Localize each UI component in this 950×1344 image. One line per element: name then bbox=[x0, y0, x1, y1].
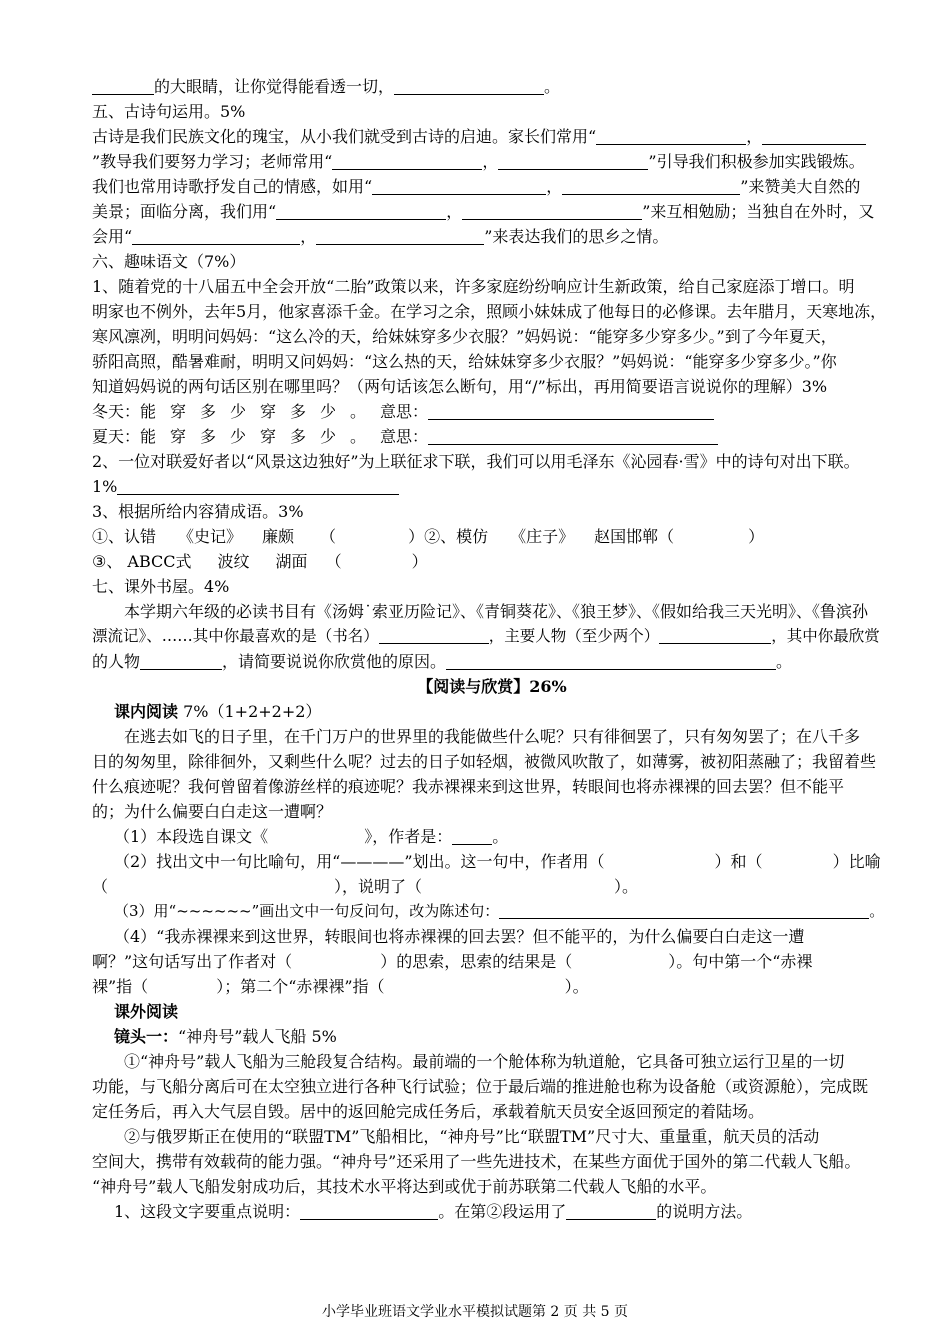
idiom-row-2: ③、 ABCC式 波纹 湖面 （ ） bbox=[92, 552, 428, 571]
answer-blank[interactable] bbox=[498, 151, 648, 170]
answer-blank[interactable] bbox=[372, 176, 546, 195]
answer-blank[interactable] bbox=[300, 1201, 438, 1220]
answer-blank[interactable] bbox=[117, 476, 399, 495]
answer-blank[interactable] bbox=[659, 625, 771, 644]
answer-blank[interactable] bbox=[562, 176, 740, 195]
answer-blank[interactable] bbox=[132, 226, 300, 245]
answer-blank[interactable] bbox=[566, 1201, 656, 1220]
winter-line: 冬天：能穿多少穿多少。意思： bbox=[92, 399, 892, 424]
section-title: 七、课外书屋。4% bbox=[92, 577, 230, 596]
reading-section: 【阅读与欣赏】26% 课内阅读 7%（1+2+2+2） 在逃去如飞的日子里，在千门万户的世界里的我能做些什么呢？只有徘徊罢了，只有匆匆罢了；在八千多 日的匆匆里，除徘徊外，又剩些什么呢？过去的日子如轻烟，被微风吹散了，如薄雾，被初阳蒸融了；我留着些 什么痕迹呢？我何曾留着像游丝样的痕迹呢？我赤裸裸来到这世界，转眼间也将赤裸裸的回去罢？但不能平 的；为什么偏要白白走这一遭啊？ （1）本段选自课文《 》，作者是： 。 （2）找出文中一句比喻句，用“————”划出。这一句中，作者用（ ）和（ ）比喻 （ ），说明了（ ）。 （3）用“~~~~~~”画出文中一句反问句，改为陈述句： 。 （4）“我赤裸裸来到这世界，转眼间也将赤裸裸的回去罢？但不能平的，为什么偏要白白走这一遭 啊？”这句话写出了作者对（ ）的思索，思索的结果是（ ）。句中第一个“赤裸 裸”指（ ）；第二个“赤裸裸”指（ ）。 课外阅读 镜头一：“神舟号”载人飞船 5% ①“神舟号”载人飞船为三舱段复合结构。最前端的一个舱体称为轨道舱，它具备可独立运行卫星的一切 功能，与飞船分离后可在太空独立进行各种飞行试验；位于最后端的推进舱也称为设备舱（或资源舱），完成既 定任务后，再入大气层自毁。居中的返回舱完成任务后，承载着航天员安全返回预定的着陆场。 ②与俄罗斯正在使用的“联盟TM”飞船相比，“神舟号”比“联盟TM”尺寸大、重量重，航天员的活动 空间大，携带有效载荷的能力强。“神舟号”还采用了一些先进技术，在某些方面优于国外的第二代载人飞船。 “神舟号”载人飞船发射成功后，其技术水平将达到或优于前苏联第二代载人飞船的水平。 1、这段文字要重点说明： 。在第②段运用了 的说明方法。 bbox=[92, 674, 892, 1224]
idiom-row-1: ①、认错 《史记》 廉颇 （ ）②、模仿 《庄子》 赵国邯郸（ ） bbox=[92, 527, 765, 546]
section-title: 五、古诗句运用。5% bbox=[92, 102, 246, 121]
page-footer: 小学毕业班语文学业水平模拟试题第 2 页 共 5 页 bbox=[321, 1304, 629, 1320]
answer-blank[interactable] bbox=[276, 201, 446, 220]
question-2: （2）找出文中一句比喻句，用“————”划出。这一句中，作者用（ ）和（ ）比喻 bbox=[114, 852, 881, 871]
answer-blank[interactable] bbox=[428, 401, 714, 420]
answer-blank[interactable] bbox=[92, 76, 154, 95]
answer-blank[interactable] bbox=[379, 625, 489, 644]
question-3: （3）用“~~~~~~”画出文中一句反问句，改为陈述句： 。 bbox=[114, 902, 885, 920]
reading-title: 【阅读与欣赏】26% bbox=[417, 677, 567, 696]
question-1: （1）本段选自课文《 》，作者是： 。 bbox=[114, 827, 509, 846]
section-5: 五、古诗句运用。5% 古诗是我们民族文化的瑰宝，从小我们就受到古诗的启迪。家长们常用“ ， ”教导我们要努力学习；老师常用“ ， ”引导我们积极参加实践锻炼。 我们也常用诗歌抒发自己的情感，如用“ ， ”来赞美大自然的 美景；面临分离，我们用“ ， ”来互相勉励；当独自在外时，又 会用“ ， ”来表达我们的思乡之情。 bbox=[92, 99, 892, 249]
answer-blank[interactable] bbox=[499, 900, 869, 919]
section-7: 七、课外书屋。4% 本学期六年级的必读书目有《汤姆˙索亚历险记》、《青铜葵花》、《狼王梦》、《假如给我三天光明》、《鲁滨孙 漂流记》、……其中你最喜欢的是（书名） ，主要人物（至少两个） ，其中你最欣赏 的人物 ，请简要说说你欣赏他的原因。 。 bbox=[92, 574, 892, 674]
answer-blank[interactable] bbox=[596, 126, 746, 145]
section4-tail: 的大眼睛，让你觉得能看透一切， 。 bbox=[92, 74, 892, 99]
answer-blank[interactable] bbox=[462, 201, 642, 220]
answer-blank[interactable] bbox=[428, 426, 718, 445]
section-6: 六、趣味语文（7%） 1、随着党的十八届五中全会开放“二胎”政策以来，许多家庭纷纷响应计生新政策，给自己家庭添丁增口。明 明家也不例外，去年5月，他家喜添千金。在学习之余，照顾小妹妹成了他每日的必修课。去年腊月，天寒地冻， 寒风凛冽，明明问妈妈：“这么冷的天，给妹妹穿多少衣服？”妈妈说：“能穿多少穿多少。”到了今年夏天， 骄阳高照，酷暑难耐，明明又问妈妈：“这么热的天，给妹妹穿多少衣服？”妈妈说：“能穿多少穿多少。”你 知道妈妈说的两句话区别在哪里吗？（两句话该怎么断句，用“/”标出，再用简要语言说说你的理解）3% 冬天：能穿多少穿多少。意思： 夏天：能穿多少穿多少。意思： 2、一位对联爱好者以“风景这边独好”为上联征求下联，我们可以用毛泽东《沁园春·雪》中的诗句对出下联。 1% 3、根据所给内容猜成语。3% ①、认错 《史记》 廉颇 （ ）②、模仿 《庄子》 赵国邯郸（ ） ③、 ABCC式 波纹 湖面 （ ） bbox=[92, 249, 892, 574]
answer-blank[interactable] bbox=[452, 826, 492, 845]
answer-blank[interactable] bbox=[446, 651, 776, 670]
exam-page bbox=[92, 74, 892, 1224]
outclass-title: 课外阅读 bbox=[114, 1002, 179, 1021]
section-title: 六、趣味语文（7%） bbox=[92, 252, 246, 271]
answer-blank[interactable] bbox=[394, 76, 544, 95]
answer-blank[interactable] bbox=[332, 151, 482, 170]
question-4: （4）“我赤裸裸来到这世界，转眼间也将赤裸裸的回去罢？但不能平的，为什么偏要白白走这一遭 bbox=[114, 927, 805, 946]
summer-line: 夏天：能穿多少穿多少。意思： bbox=[92, 424, 892, 449]
answer-blank[interactable] bbox=[140, 651, 222, 670]
answer-blank[interactable] bbox=[762, 126, 866, 145]
question-5: 1、这段文字要重点说明： 。在第②段运用了 的说明方法。 bbox=[114, 1202, 753, 1221]
answer-blank[interactable] bbox=[316, 226, 484, 245]
